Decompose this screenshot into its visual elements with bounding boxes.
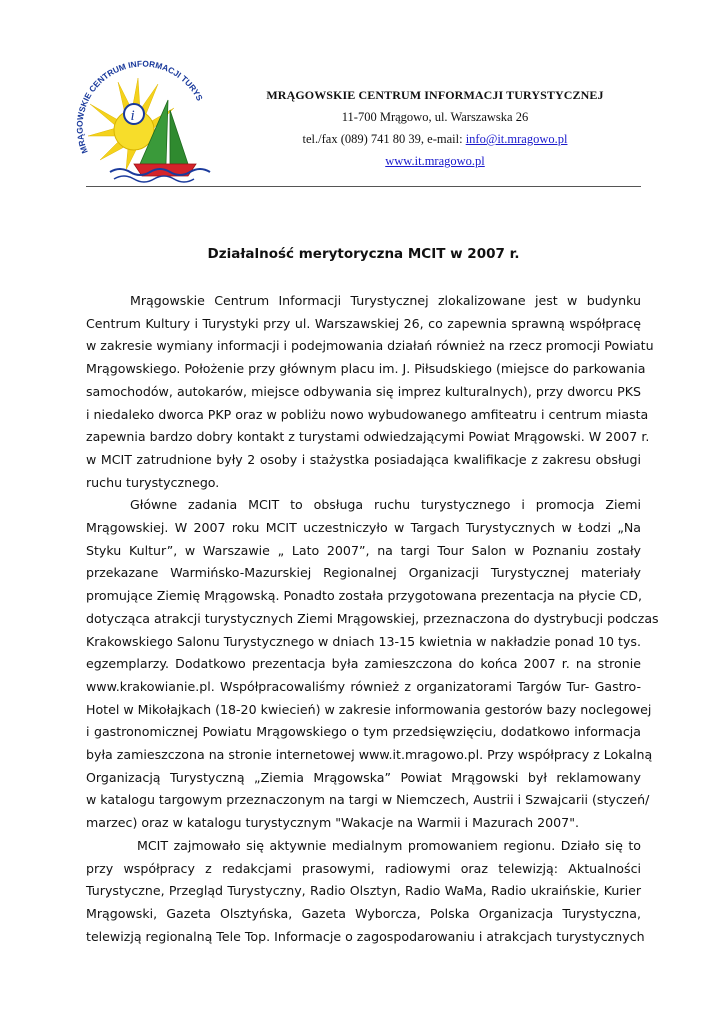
text-line: w zakresie wymiany informacji i podejmowania działań również na rzecz promocji Powiatu (86, 338, 654, 354)
logo-arc-text: MRĄGOWSKIE CENTRUM INFORMACJI TURYS (74, 58, 205, 156)
text-line: przekazane Warmińsko-Mazurskiej Regionalnej Organizacji Turystycznej materiały (86, 565, 641, 581)
website-link[interactable]: www.it.mragowo.pl (385, 154, 485, 168)
contact-phone: tel./fax (089) 741 80 39, e-mail: (302, 132, 466, 146)
mcit-logo (70, 52, 220, 184)
text-line: promujące Ziemię Mrągowską. Ponadto została przygotowana prezentacja na płycie CD, (86, 588, 642, 604)
text-line: Mrągowski, Gazeta Olsztyńska, Gazeta Wyborcza, Polska Organizacja Turystyczna, (86, 905, 641, 921)
text-line: samochodów, autokarów, miejsce odbywania się imprez kulturalnych), przy dworcu PKS (86, 383, 641, 399)
text-line: Styku Kultur”, w Warszawie „ Lato 2007”, na targi Tour Salon w Poznaniu zostały (86, 542, 641, 558)
text-line: i gastronomicznej Powiatu Mrągowskiego o tym przedsięwzięciu, dodatkowo informacja (86, 724, 641, 740)
letterhead (240, 84, 630, 172)
text-line: Mrągowskiej. W 2007 roku MCIT uczestniczyło w Targach Turystycznych w Łodzi „Na (86, 520, 641, 536)
text-line: marzec) oraz w katalogu turystycznym "Wakacje na Warmii i Mazurach 2007". (86, 815, 579, 831)
text-line: Turystyczne, Przegląd Turystyczny, Radio Olsztyn, Radio WaMa, Radio ukraińskie, Kurier (86, 883, 641, 899)
text-line: Krakowskiego Salonu Turystycznego w dniach 13-15 kwietnia w nakładzie ponad 10 tys. (86, 633, 641, 649)
text-line: Główne zadania MCIT to obsługa ruchu turystycznego i promocja Ziemi (130, 497, 641, 513)
document-body (86, 290, 659, 948)
paragraph (86, 835, 645, 949)
paragraph (86, 494, 659, 835)
org-name: MRĄGOWSKIE CENTRUM INFORMACJI TURYSTYCZNEJ (266, 88, 604, 102)
header-divider (86, 186, 641, 187)
text-line: ruchu turystycznego. (86, 474, 220, 490)
text-line: była zamieszczona na stronie internetowej www.it.mragowo.pl. Przy współpracy z Lokalną (86, 747, 653, 763)
paragraph (86, 290, 654, 494)
text-line: przy współpracy z redakcjami prasowymi, radiowymi oraz telewizją: Aktualności (86, 860, 641, 876)
text-line: Centrum Kultury i Turystyki przy ul. Warszawskiej 26, co zapewnia sprawną współpracę (86, 315, 641, 331)
text-line: Organizacją Turystyczną „Ziemia Mrągowska” Powiat Mrągowski był reklamowany (86, 769, 641, 785)
text-line: w katalogu targowym przeznaczonym na targi w Niemczech, Austrii i Szwajcarii (styczeń/ (86, 792, 650, 808)
org-address: 11-700 Mrągowo, ul. Warszawska 26 (341, 110, 529, 124)
text-line: Mrągowskiego. Położenie przy głównym placu im. J. Piłsudskiego (miejsce do parkowania (86, 361, 646, 377)
text-line: dotycząca atrakcji turystycznych Ziemi Mrągowskiej, przeznaczona do dystrybucji podczas (86, 610, 659, 626)
logo-info-letter: i (130, 108, 135, 124)
text-line: MCIT zajmowało się aktywnie medialnym promowaniem regionu. Działo się to (137, 837, 641, 853)
text-line: w MCIT zatrudnione były 2 osoby i stażystka posiadająca kwalifikacje z zakresu obsługi (86, 451, 641, 467)
text-line: www.krakowianie.pl. Współpracowaliśmy również z organizatorami Targów Tur- Gastro- (86, 678, 641, 694)
text-line: Hotel w Mikołajkach (18-20 kwiecień) w zakresie informowania gestorów bazy noclegowej (86, 701, 652, 717)
email-link[interactable]: info@it.mragowo.pl (465, 132, 568, 146)
text-line: egzemplarzy. Dodatkowo prezentacja była zamieszczona do końca 2007 r. na stronie (86, 656, 641, 672)
document-title: Działalność merytoryczna MCIT w 2007 r. (207, 246, 520, 262)
text-line: telewizją regionalną Tele Top. Informacje o zagospodarowaniu i atrakcjach turystycznych (86, 928, 645, 944)
text-line: zapewnia bardzo dobry kontakt z turystami odwiedzającymi Powiat Mrągowski. W 2007 r. (86, 429, 650, 445)
text-line: i niedaleko dworca PKP oraz w pobliżu nowo wybudowanego amfiteatru i centrum miasta (86, 406, 649, 422)
text-line: Mrągowskie Centrum Informacji Turystycznej zlokalizowane jest w budynku (130, 293, 641, 308)
org-contact (240, 128, 630, 150)
